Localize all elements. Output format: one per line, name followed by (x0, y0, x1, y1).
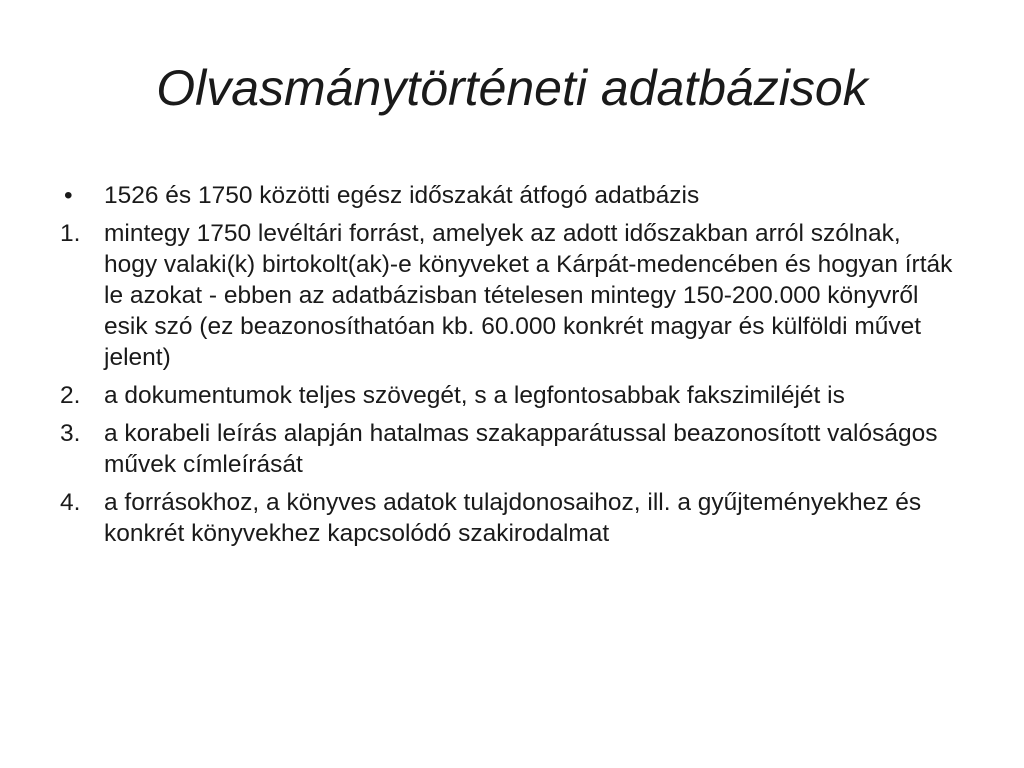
bullet-marker: • (64, 182, 73, 209)
list-number-2: 2. (60, 382, 81, 409)
list-text-2: a dokumentumok teljes szövegét, s a legfontosabbak fakszimiléjét is (104, 382, 845, 409)
list-number-1: 1. (60, 220, 81, 247)
list-number-3: 3. (60, 420, 81, 447)
list-item-3 (60, 418, 960, 480)
bullet-text: 1526 és 1750 közötti egész időszakát átfogó adatbázis (104, 182, 700, 209)
list-item-4 (60, 487, 960, 549)
bullet-item (60, 180, 960, 211)
slide-title: Olvasmánytörténeti adatbázisok (156, 60, 868, 116)
list-item-1 (60, 218, 960, 373)
list-number-4: 4. (60, 489, 81, 516)
list-text-3: a korabeli leírás alapján hatalmas szakapparátussal beazonosított valóságos művek címleírását (104, 420, 938, 478)
list-item-2 (60, 380, 960, 411)
list-text-1: mintegy 1750 levéltári forrást, amelyek az adott időszakban arról szólnak, hogy valaki(k) birtokolt(ak)-e könyveket a Kárpát-medencében és hogyan írták le azokat - ebben az adatbázisban tételesen mintegy 150-200.000 könyvről esik szó (ez beazonosíthatóan kb. 60.000 konkrét magyar és külföldi művet jelent) (104, 220, 953, 371)
list-text-4: a forrásokhoz, a könyves adatok tulajdonosaihoz, ill. a gyűjteményekhez és konkrét könyvekhez kapcsolódó szakirodalmat (104, 489, 922, 547)
slide-body (60, 180, 960, 556)
